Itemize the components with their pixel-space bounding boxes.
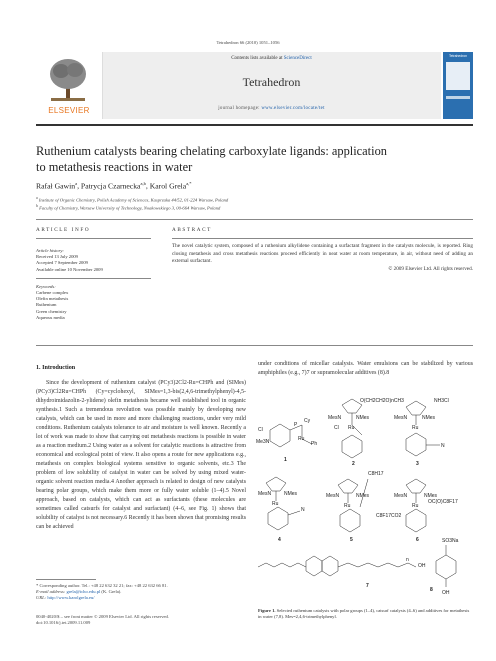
issn-line: 0040-4020/$ – see front matter © 2009 Elsevier Ltd. All rights reserved.	[36, 614, 169, 619]
homepage-link[interactable]: www.elsevier.com/locate/tet	[261, 106, 325, 111]
p-label: P	[294, 422, 298, 428]
keyword[interactable]: Carbene complex	[36, 289, 69, 295]
affil-mark: b	[36, 203, 38, 208]
figure-1-structures	[256, 395, 476, 603]
n-label: N	[441, 443, 445, 449]
header-rule	[36, 124, 473, 126]
article-title	[36, 143, 456, 175]
history-item: Available online 10 November 2009	[36, 266, 103, 272]
caption-text: Selected ruthenium catalysts with polar groups (1–4), catsurf catalysts (4–6) and additives for metathesis in water (7,8). Mes=2,4,6-trimethylphenyl.	[258, 608, 470, 620]
affil-mark: a	[36, 196, 38, 200]
affiliation-text: Faculty of Chemistry, Warsaw University of Technology, Noakowskiego 3, 00-664 Warsaw, Poland	[39, 205, 221, 211]
article-info-heading: ARTICLE INFO	[36, 227, 91, 233]
mes-label: MesN	[258, 491, 272, 497]
journal-reference: Tetrahedron 66 (2010) 1051–1056	[216, 40, 280, 45]
divider	[36, 238, 151, 239]
keyword[interactable]: Ruthenium	[36, 302, 57, 308]
divider	[36, 345, 473, 346]
nmes-label: NMes	[356, 415, 370, 421]
article-info	[36, 248, 151, 321]
keyword[interactable]: Aqueous media	[36, 314, 65, 320]
homepage-prefix: journal homepage:	[218, 106, 262, 111]
additive-7	[258, 556, 416, 576]
paragraph: under conditions of micellar catalysis. Water emulsions can be stabilized by various amphiphiles (e.g., 7)7 or supramolecular additives (8).8	[258, 361, 473, 376]
url-line	[36, 595, 246, 601]
compound-number: 6	[416, 537, 419, 543]
ru-label: Ru	[272, 501, 279, 507]
ru-label: Ru	[348, 425, 355, 431]
nh3cl-label: NH3Cl	[434, 398, 449, 404]
corresponding-author: * Corresponding author. Tel.: +48 22 632 32 21; fax: +48 22 632 66 81.	[36, 583, 168, 588]
abstract-body	[172, 243, 473, 273]
additive-8	[436, 545, 456, 587]
footnote-divider	[36, 579, 96, 580]
keyword[interactable]: Green chemistry	[36, 308, 67, 314]
me3n-label: Me3N	[256, 439, 270, 445]
compound-number: 7	[366, 583, 369, 589]
ru-label: Ru	[298, 436, 305, 442]
section-heading: 1. Introduction	[36, 365, 76, 371]
cf3-label: C8F17CO2	[376, 513, 402, 519]
doi-line[interactable]: doi:10.1016/j.tet.2009.11.009	[36, 620, 91, 626]
contents-line	[102, 56, 441, 61]
author-name[interactable]: Karol Grela	[149, 181, 187, 191]
affiliation	[36, 196, 228, 204]
keyword[interactable]: Olefin metathesis	[36, 296, 69, 302]
divider	[36, 219, 473, 220]
c8f-label: OC(O)C8F17	[428, 499, 458, 505]
author-name[interactable]: Patrycja Czarnecka	[80, 181, 141, 191]
nmes-label: NMes	[422, 415, 436, 421]
ph-label: Ph	[311, 441, 318, 447]
affiliation-text: Institute of Organic Chemistry, Polish Academy of Sciences, Kasprzaka 44/52, 01-224 Warsaw, Poland	[38, 197, 229, 203]
mes-label: MesN	[326, 493, 340, 499]
compound-number: 5	[350, 537, 353, 543]
cy-label: Cy	[304, 418, 311, 424]
n-label: n	[406, 557, 409, 563]
title-line-1: Ruthenium catalysts bearing chelating carboxylate ligands: application	[36, 144, 387, 158]
ru-label: Ru	[344, 503, 351, 509]
so3na-label: SO3Na	[442, 538, 459, 544]
divider	[172, 238, 473, 239]
compound-number: 2	[352, 461, 355, 467]
footnote	[36, 583, 246, 602]
divider	[36, 278, 151, 279]
catalyst-5	[338, 479, 368, 532]
sciencedirect-link[interactable]: ScienceDirect	[283, 56, 312, 61]
abstract-text: The novel catalytic system, composed of a ruthenium alkylidene containing a surfactant fragment in the catalysts molecule, is reported. Ring closing metathesis and cross metathesis reactions proceed efficiently in neat water at room temperature, in air, without need of adding an external surfactant.	[172, 243, 473, 265]
affiliations	[36, 196, 228, 211]
oh-label: OH	[442, 590, 450, 596]
history-label: Article history:	[36, 248, 64, 253]
compound-number: 4	[278, 537, 281, 543]
affiliation	[36, 204, 228, 212]
ru-label: Ru	[412, 425, 419, 431]
publisher-name: ELSEVIER	[48, 106, 90, 115]
c8-label: C8H17	[368, 471, 384, 477]
figure-label: Figure 1.	[258, 608, 276, 613]
url-label: URL:	[36, 595, 48, 601]
introduction-continued	[258, 360, 473, 378]
url-link[interactable]: http://www.karolgrela.eu/	[47, 595, 95, 601]
elsevier-tree-icon	[47, 56, 89, 104]
publication-meta	[36, 614, 169, 626]
email-suffix: (K. Grela).	[100, 589, 122, 595]
history-item: Received 13 July 2009	[36, 254, 78, 260]
author-affil-mark: a	[75, 181, 78, 186]
compound-number: 3	[416, 461, 419, 467]
title-line-2: to metathesis reactions in water	[36, 160, 193, 175]
catalyst-1	[270, 424, 312, 447]
email-link[interactable]: grela@icho.edu.pl	[66, 589, 101, 595]
paragraph: Since the development of ruthenium catalyst (PCy3)2Cl2-Ru=CHPh and (SIMes)(PCy3)Cl2Ru=CHPh (Cy=cyclohexyl, SIMes=1,3-bis(2,4,6-trimethylphenyl)-4,5-dihydroimidazolin-2-ylidene) olefin metathesis became well established tool in organic synthesis.1 Such a tremendous revolution was possible mainly by developing new catalysts, which can be used in more and more challenging reactions, under very mild conditions. Ruthenium catalysts tolerance to air and moisture is well known. Recently a lot of work was made to show that carrying out metathesis reactions is possible in water as a reaction medium.2 Using water as a solvent for catalytic reactions is attractive from economical and ecological point of view. It also opens a route for new applications e.g., metathesis on complex biological systems sensitive to organic solvents, etc.3 The problem of low solubility of catalyst in water can be solved by using mixed water-organic solvent reaction media.4 Another approach is related to design of new catalysts bearing polar groups, which make them more or fully water soluble (1–4).5 Novel approach, based on catalysts, which can act as surfactants (these molecules are sometimes called catsurfs for catalyst and surfactant) (4–6, see Fig. 1) shows that solubility of catalyst is not necessary.6 Recently it has been shown that promising results can be achieved	[36, 380, 246, 530]
journal-cover-thumbnail[interactable]	[443, 52, 473, 119]
n-label: N	[301, 507, 305, 513]
cl-label: Cl	[258, 427, 263, 433]
journal-title: Tetrahedron	[242, 75, 301, 89]
cover-title: Tetrahedron	[448, 54, 468, 58]
nmes-label: NMes	[424, 493, 438, 499]
ru-label: Ru	[412, 503, 419, 509]
compound-number: 1	[284, 457, 287, 463]
author-affil-mark: a,b	[140, 181, 146, 186]
publisher-logo[interactable]	[36, 52, 103, 119]
abstract-heading: ABSTRACT	[172, 227, 212, 233]
cl-label: Cl	[334, 425, 339, 431]
history-item: Accepted 7 September 2009	[36, 260, 88, 266]
mes-label: MesN	[328, 415, 342, 421]
nmes-label: NMes	[284, 491, 298, 497]
contents-prefix: Contents lists available at	[231, 56, 284, 61]
author-name[interactable]: Rafał Gawin	[36, 181, 76, 191]
oligo-label: O(CH2CH2O)nCH3	[360, 398, 404, 404]
nmes-label: NMes	[356, 493, 370, 499]
compound-number: 8	[430, 587, 433, 593]
abstract-copyright: © 2009 Elsevier Ltd. All rights reserved.	[388, 265, 473, 272]
figure-caption	[258, 608, 473, 620]
author-affil-mark: a,*	[186, 181, 192, 186]
mes-label: MesN	[394, 415, 408, 421]
oh-label: OH	[418, 563, 426, 569]
introduction-body	[36, 379, 246, 531]
author-list: Rafał Gawin$^a$, Patrycja Czarnecka$^{a,b}$, Karol Grela$^{a,*}$	[36, 181, 192, 191]
keywords-label: Keywords:	[36, 283, 56, 289]
cover-art	[446, 62, 470, 90]
journal-homepage	[102, 106, 441, 111]
email-label: E-mail address:	[36, 589, 67, 595]
cover-strip	[446, 96, 470, 99]
mes-label: MesN	[394, 493, 408, 499]
